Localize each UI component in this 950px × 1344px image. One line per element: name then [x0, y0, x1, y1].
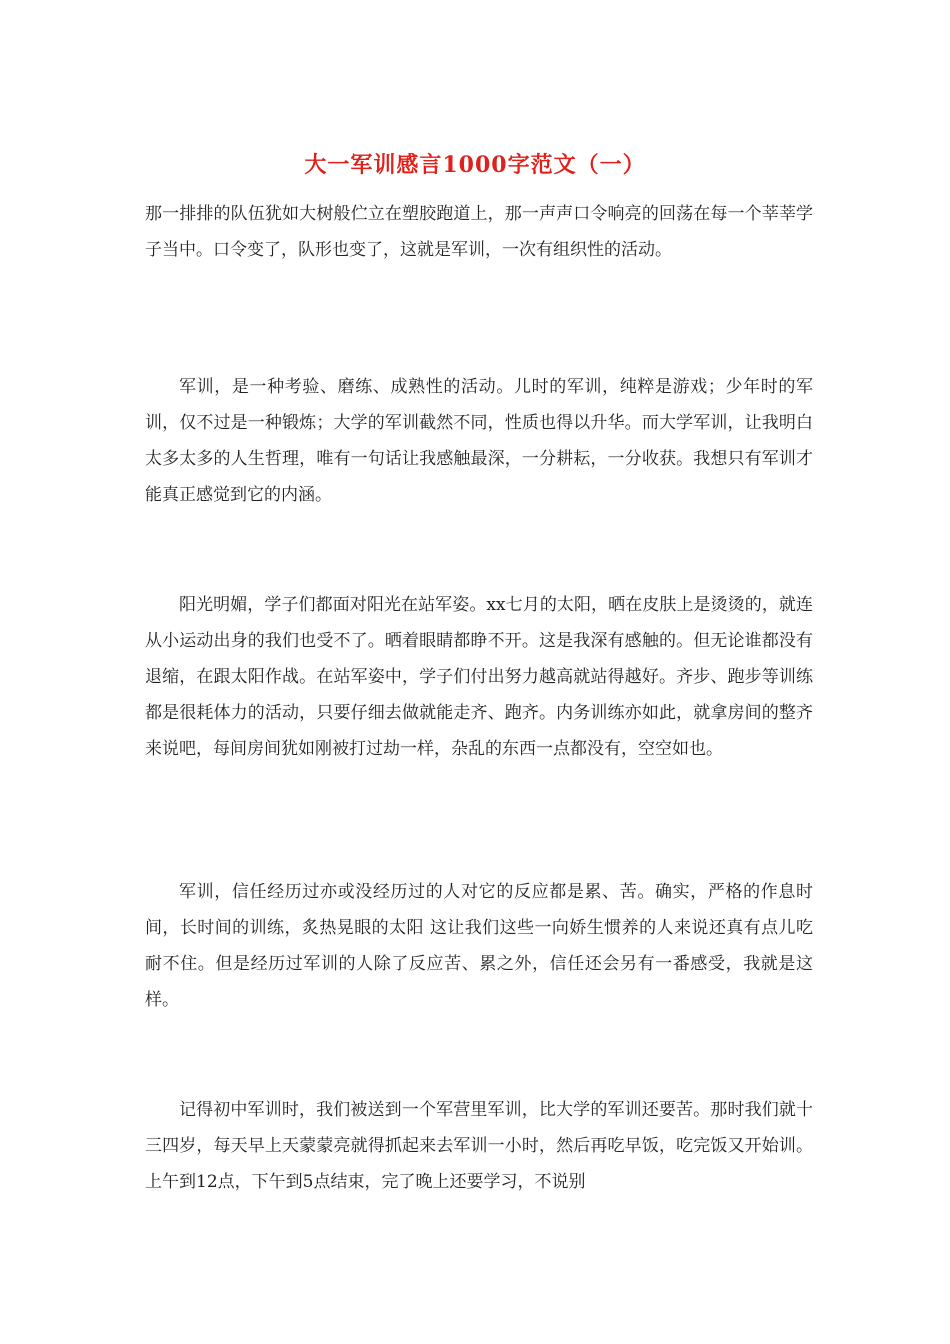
- paragraph-5: 记得初中军训时，我们被送到一个军营里军训，比大学的军训还要苦。那时我们就十三四岁，每天早上天蒙蒙亮就得抓起来去军训一小时，然后再吃早饭，吃完饭又开始训。上午到12点，下午到5点结束，完了晚上还要学习，不说别: [145, 1100, 813, 1192]
- paragraph-2: 军训，是一种考验、磨练、成熟性的活动。儿时的军训，纯粹是游戏；少年时的军训，仅不过是一种锻炼；大学的军训截然不同，性质也得以升华。而大学军训，让我明白太多太多的人生哲理，唯有一句话让我感触最深，一分耕耘，一分收获。我想只有军训才能真正感觉到它的内涵。: [145, 377, 813, 505]
- paragraph-4: 军训，信任经历过亦或没经历过的人对它的反应都是累、苦。确实，严格的作息时间，长时间的训练，炙热晃眼的太阳 这让我们这些一向娇生惯养的人来说还真有点儿吃耐不住。但是经历过军训的人除了反应苦、累之外，信任还会另有一番感受，我就是这样。: [145, 882, 813, 1010]
- paragraph-3: 阳光明媚，学子们都面对阳光在站军姿。xx七月的太阳，晒在皮肤上是烫烫的，就连从小运动出身的我们也受不了。晒着眼睛都睁不开。这是我深有感触的。但无论谁都没有退缩，在跟太阳作战。在站军姿中，学子们付出努力越高就站得越好。齐步、跑步等训练都是很耗体力的活动，只要仔细去做就能走齐、跑齐。内务训练亦如此，就拿房间的整齐来说吧，每间房间犹如刚被打过劫一样，杂乱的东西一点都没有，空空如也。: [145, 595, 813, 759]
- paragraph-1: 那一排排的队伍犹如大树般伫立在塑胶跑道上，那一声声口令响亮的回荡在每一个莘莘学子当中。口令变了，队形也变了，这就是军训，一次有组织性的活动。: [145, 204, 813, 260]
- document-title: 大一军训感言1000字范文（一）: [304, 152, 646, 178]
